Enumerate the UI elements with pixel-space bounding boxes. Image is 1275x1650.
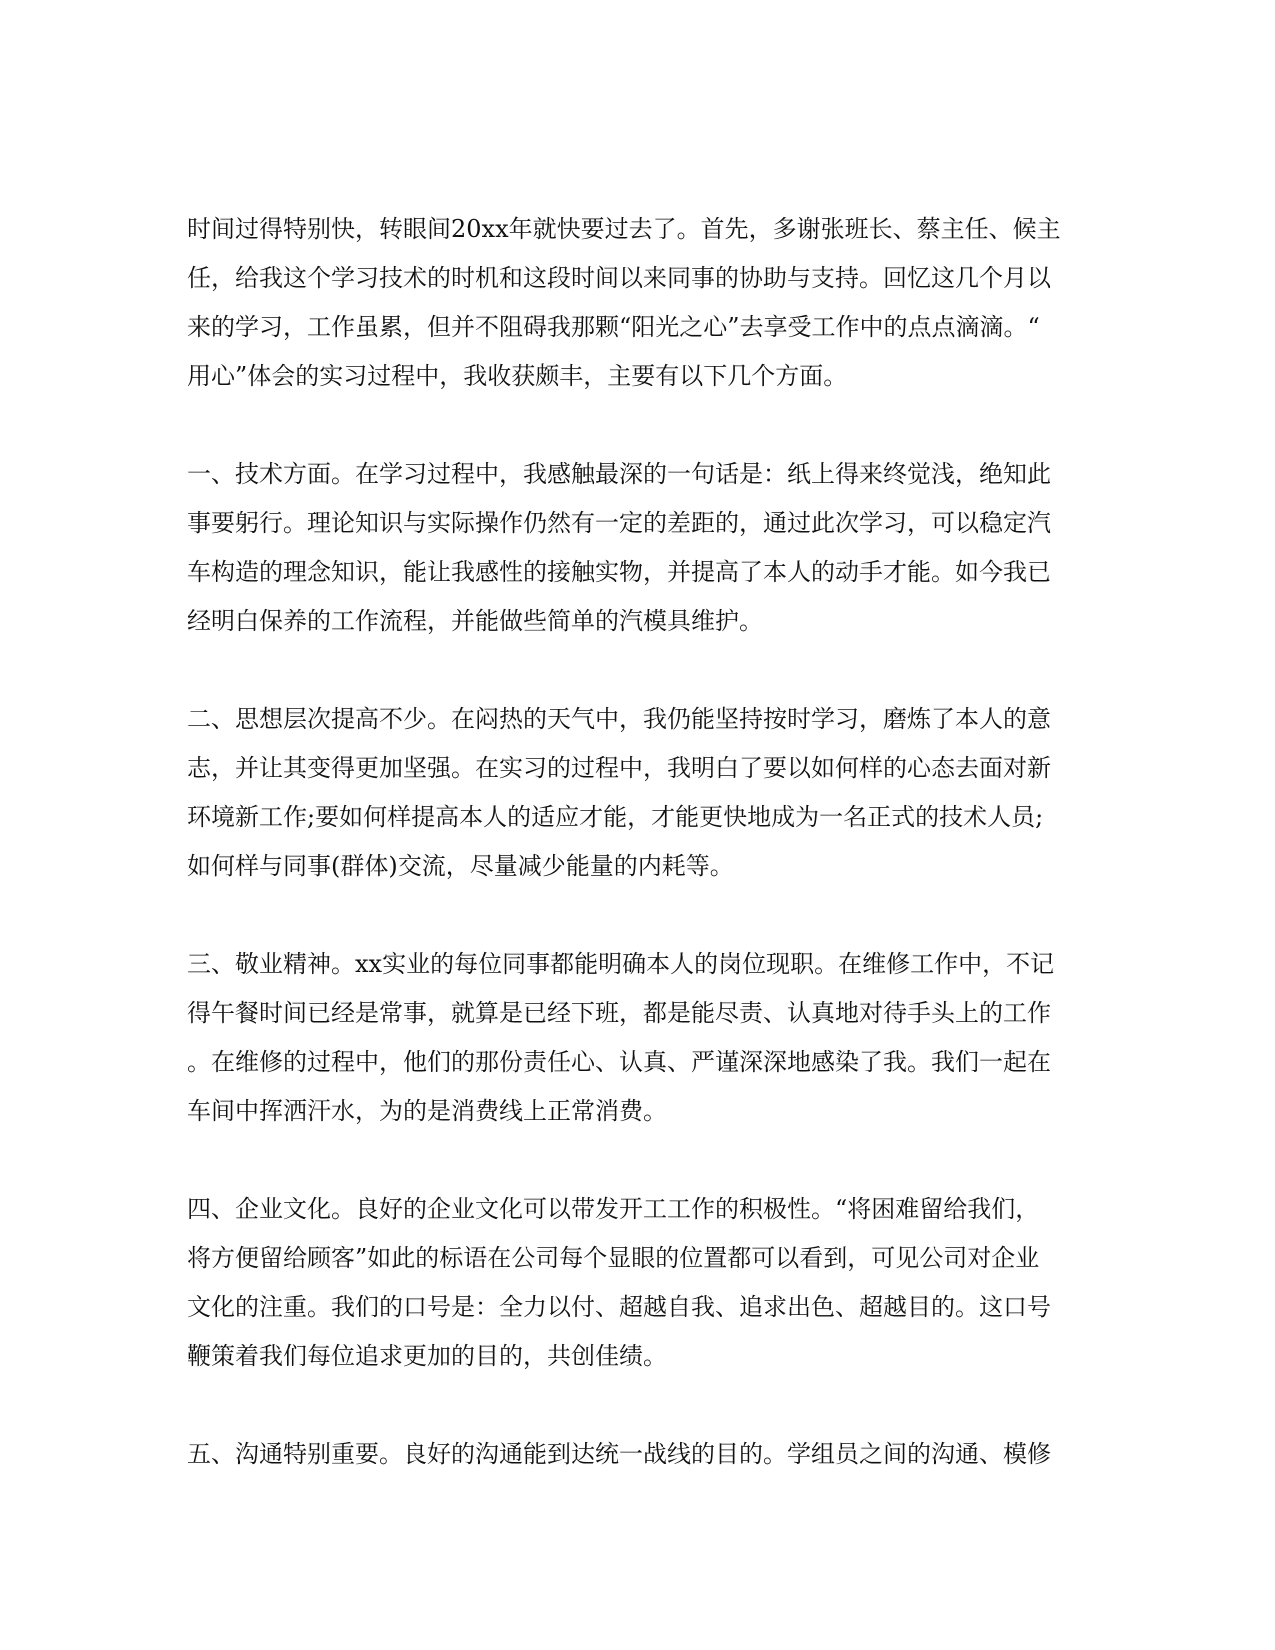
document-body	[187, 205, 1087, 1528]
text-line: 一、技术方面。在学习过程中，我感触最深的一句话是：纸上得来终觉浅，绝知此	[187, 460, 1051, 488]
text-line: 经明白保养的工作流程，并能做些简单的汽模具维护。	[187, 607, 763, 635]
text-line: 任，给我这个学习技术的时机和这段时间以来同事的协助与支持。回忆这几个月以	[187, 264, 1051, 292]
text-line: 得午餐时间已经是常事，就算是已经下班，都是能尽责、认真地对待手头上的工作	[187, 999, 1051, 1027]
text-line: 来的学习，工作虽累，但并不阻碍我那颗“阳光之心”去享受工作中的点点滴滴。“	[187, 313, 1040, 341]
text-line: 如何样与同事(群体)交流，尽量减少能量的内耗等。	[187, 852, 734, 880]
text-line: 文化的注重。我们的口号是：全力以付、超越自我、追求出色、超越目的。这口号	[187, 1293, 1051, 1321]
text-line: 车构造的理念知识，能让我感性的接触实物，并提高了本人的动手才能。如今我已	[187, 558, 1051, 586]
text-line: 用心”体会的实习过程中，我收获颇丰，主要有以下几个方面。	[187, 362, 848, 390]
paragraph-dedication	[187, 940, 1087, 1136]
text-line: 二、思想层次提高不少。在闷热的天气中，我仍能坚持按时学习，磨炼了本人的意	[187, 705, 1051, 733]
text-line: 五、沟通特别重要。良好的沟通能到达统一战线的目的。学组员之间的沟通、模修	[187, 1440, 1051, 1468]
paragraph-intro	[187, 205, 1087, 401]
text-line: 志，并让其变得更加坚强。在实习的过程中，我明白了要以如何样的心态去面对新	[187, 754, 1051, 782]
text-line: 环境新工作;要如何样提高本人的适应才能，才能更快地成为一名正式的技术人员;	[187, 803, 1044, 831]
text-line: 三、敬业精神。xx实业的每位同事都能明确本人的岗位现职。在维修工作中，不记	[187, 950, 1055, 978]
text-line: 四、企业文化。良好的企业文化可以带发开工工作的积极性。“将困难留给我们，	[187, 1195, 1040, 1223]
text-line: 将方便留给顾客”如此的标语在公司每个显眼的位置都可以看到，可见公司对企业	[187, 1244, 1040, 1272]
text-line: 鞭策着我们每位追求更加的目的，共创佳绩。	[187, 1342, 667, 1370]
paragraph-mindset	[187, 695, 1087, 891]
text-line: 车间中挥洒汗水，为的是消费线上正常消费。	[187, 1097, 667, 1125]
text-line: 事要躬行。理论知识与实际操作仍然有一定的差距的，通过此次学习，可以稳定汽	[187, 509, 1051, 537]
paragraph-communication	[187, 1430, 1087, 1479]
paragraph-technology	[187, 450, 1087, 646]
text-line: 。在维修的过程中，他们的那份责任心、认真、严谨深深地感染了我。我们一起在	[187, 1048, 1051, 1076]
text-line: 时间过得特别快，转眼间20xx年就快要过去了。首先，多谢张班长、蔡主任、候主	[187, 215, 1061, 243]
paragraph-culture	[187, 1185, 1087, 1381]
